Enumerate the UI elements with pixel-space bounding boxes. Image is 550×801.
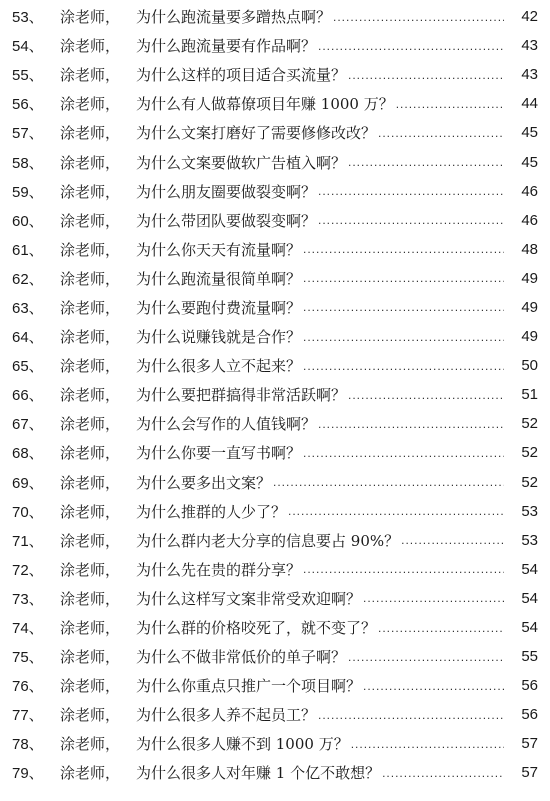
entry-page-number: 54 — [521, 560, 538, 578]
entry-title: 为什么带团队要做裂变啊？ — [136, 211, 317, 230]
entry-number: 64、 — [12, 329, 44, 347]
entry-number: 78、 — [12, 736, 44, 754]
entry-page-number: 53 — [521, 531, 538, 549]
entry-number: 76、 — [12, 678, 44, 696]
table-of-contents — [0, 2, 550, 788]
toc-entry[interactable] — [0, 700, 550, 729]
entry-author: 涂老师， — [60, 531, 121, 550]
entry-author: 涂老师， — [60, 328, 121, 347]
entry-page-number: 51 — [521, 386, 538, 404]
entry-page-number: 43 — [521, 37, 538, 55]
entry-author: 涂老师， — [60, 124, 121, 143]
toc-entry[interactable] — [0, 729, 550, 758]
toc-entry[interactable] — [0, 671, 550, 700]
dot-leader — [331, 10, 504, 24]
entry-title: 为什么会写作的人值钱啊？ — [136, 415, 317, 434]
entry-author: 涂老师， — [60, 298, 121, 317]
toc-entry[interactable] — [0, 264, 550, 293]
toc-entry[interactable] — [0, 2, 550, 31]
toc-entry[interactable] — [0, 177, 550, 206]
entry-number: 65、 — [12, 358, 44, 376]
entry-page-number: 50 — [521, 357, 538, 375]
entry-page-number: 42 — [521, 8, 538, 26]
entry-page-number: 52 — [521, 444, 538, 462]
dot-leader — [346, 155, 504, 169]
dot-leader — [346, 650, 504, 664]
entry-title: 为什么很多人对年赚 1 个亿不敢想？ — [136, 764, 381, 783]
dot-leader — [380, 766, 504, 780]
dot-leader — [316, 39, 504, 53]
entry-title: 为什么说赚钱就是合作？ — [136, 328, 302, 347]
entry-author: 涂老师， — [60, 619, 121, 638]
entry-number: 66、 — [12, 387, 44, 405]
dot-leader — [399, 533, 504, 547]
entry-page-number: 45 — [521, 124, 538, 142]
dot-leader — [316, 213, 504, 227]
toc-entry[interactable] — [0, 555, 550, 584]
entry-number: 73、 — [12, 590, 44, 608]
entry-author: 涂老师， — [60, 8, 121, 27]
entry-author: 涂老师， — [60, 415, 121, 434]
entry-author: 涂老师， — [60, 648, 121, 667]
entry-title: 为什么跑流量要有作品啊？ — [136, 37, 317, 56]
dot-leader — [301, 271, 504, 285]
entry-author: 涂老师， — [60, 706, 121, 725]
entry-author: 涂老师， — [60, 473, 121, 492]
entry-number: 68、 — [12, 445, 44, 463]
dot-leader — [301, 330, 504, 344]
toc-entry[interactable] — [0, 526, 550, 555]
entry-title: 为什么跑流量要多蹭热点啊？ — [136, 8, 332, 27]
dot-leader — [376, 621, 504, 635]
entry-author: 涂老师， — [60, 357, 121, 376]
entry-page-number: 56 — [521, 677, 538, 695]
toc-entry[interactable] — [0, 758, 550, 787]
entry-author: 涂老师， — [60, 37, 121, 56]
entry-page-number: 52 — [521, 473, 538, 491]
dot-leader — [301, 446, 504, 460]
toc-entry[interactable] — [0, 613, 550, 642]
entry-title: 为什么群内老大分享的信息要占 90%？ — [136, 531, 400, 550]
entry-author: 涂老师， — [60, 211, 121, 230]
entry-number: 60、 — [12, 212, 44, 230]
entry-page-number: 55 — [521, 648, 538, 666]
entry-author: 涂老师， — [60, 182, 121, 201]
entry-author: 涂老师， — [60, 95, 121, 114]
entry-number: 69、 — [12, 474, 44, 492]
toc-entry[interactable] — [0, 31, 550, 60]
entry-page-number: 57 — [521, 764, 538, 782]
entry-author: 涂老师， — [60, 764, 121, 783]
entry-author: 涂老师， — [60, 386, 121, 405]
entry-title: 为什么很多人立不起来？ — [136, 357, 302, 376]
entry-page-number: 52 — [521, 415, 538, 433]
entry-title: 为什么先在贵的群分享？ — [136, 560, 302, 579]
entry-author: 涂老师， — [60, 502, 121, 521]
toc-entry[interactable] — [0, 60, 550, 89]
entry-title: 为什么有人做幕僚项目年赚 1000 万？ — [136, 95, 394, 114]
entry-title: 为什么朋友圈要做裂变啊？ — [136, 182, 317, 201]
entry-page-number: 45 — [521, 153, 538, 171]
dot-leader — [301, 359, 504, 373]
dot-leader — [286, 504, 504, 518]
entry-page-number: 54 — [521, 589, 538, 607]
dot-leader — [394, 97, 504, 111]
entry-page-number: 49 — [521, 269, 538, 287]
toc-entry[interactable] — [0, 380, 550, 409]
dot-leader — [346, 388, 504, 402]
entry-page-number: 54 — [521, 619, 538, 637]
entry-author: 涂老师， — [60, 444, 121, 463]
entry-number: 63、 — [12, 299, 44, 317]
entry-title: 为什么推群的人少了？ — [136, 502, 287, 521]
entry-title: 为什么要把群搞得非常活跃啊？ — [136, 386, 347, 405]
toc-entry[interactable] — [0, 584, 550, 613]
entry-number: 55、 — [12, 67, 44, 85]
entry-title: 为什么你要一直写书啊？ — [136, 444, 302, 463]
entry-number: 75、 — [12, 649, 44, 667]
toc-entry[interactable] — [0, 497, 550, 526]
entry-author: 涂老师， — [60, 66, 121, 85]
entry-title: 为什么不做非常低价的单子啊？ — [136, 648, 347, 667]
dot-leader — [346, 68, 504, 82]
entry-page-number: 57 — [521, 735, 538, 753]
entry-number: 58、 — [12, 154, 44, 172]
entry-page-number: 46 — [521, 211, 538, 229]
entry-author: 涂老师， — [60, 240, 121, 259]
entry-number: 71、 — [12, 532, 44, 550]
toc-entry[interactable] — [0, 468, 550, 497]
toc-entry[interactable] — [0, 438, 550, 467]
entry-page-number: 49 — [521, 298, 538, 316]
entry-page-number: 49 — [521, 328, 538, 346]
entry-author: 涂老师， — [60, 153, 121, 172]
entry-title: 为什么你天天有流量啊？ — [136, 240, 302, 259]
entry-number: 79、 — [12, 765, 44, 783]
dot-leader — [361, 679, 504, 693]
dot-leader — [376, 126, 504, 140]
entry-title: 为什么要多出文案？ — [136, 473, 272, 492]
entry-number: 59、 — [12, 183, 44, 201]
entry-author: 涂老师， — [60, 589, 121, 608]
entry-title: 为什么你重点只推广一个项目啊？ — [136, 677, 362, 696]
toc-entry[interactable] — [0, 322, 550, 351]
entry-number: 53、 — [12, 9, 44, 27]
entry-title: 为什么跑流量很简单啊？ — [136, 269, 302, 288]
entry-title: 为什么文案打磨好了需要修修改改？ — [136, 124, 377, 143]
dot-leader — [301, 562, 504, 576]
entry-page-number: 48 — [521, 240, 538, 258]
entry-number: 57、 — [12, 125, 44, 143]
entry-number: 67、 — [12, 416, 44, 434]
toc-entry[interactable] — [0, 147, 550, 176]
entry-author: 涂老师， — [60, 735, 121, 754]
entry-number: 56、 — [12, 96, 44, 114]
entry-page-number: 44 — [521, 95, 538, 113]
entry-number: 72、 — [12, 561, 44, 579]
toc-entry[interactable] — [0, 642, 550, 671]
entry-number: 54、 — [12, 38, 44, 56]
dot-leader — [271, 475, 504, 489]
entry-title: 为什么很多人养不起员工？ — [136, 706, 317, 725]
dot-leader — [316, 417, 504, 431]
entry-title: 为什么这样写文案非常受欢迎啊？ — [136, 589, 362, 608]
toc-entry[interactable] — [0, 293, 550, 322]
entry-number: 61、 — [12, 241, 44, 259]
entry-title: 为什么文案要做软广告植入啊？ — [136, 153, 347, 172]
entry-author: 涂老师， — [60, 560, 121, 579]
toc-entry[interactable] — [0, 89, 550, 118]
dot-leader — [316, 708, 504, 722]
toc-entry[interactable] — [0, 118, 550, 147]
dot-leader — [301, 242, 504, 256]
dot-leader — [349, 737, 504, 751]
entry-author: 涂老师， — [60, 269, 121, 288]
entry-number: 77、 — [12, 707, 44, 725]
entry-title: 为什么要跑付费流量啊？ — [136, 298, 302, 317]
dot-leader — [301, 300, 504, 314]
entry-page-number: 56 — [521, 706, 538, 724]
entry-title: 为什么这样的项目适合买流量？ — [136, 66, 347, 85]
entry-page-number: 46 — [521, 182, 538, 200]
toc-entry[interactable] — [0, 351, 550, 380]
entry-title: 为什么群的价格咬死了，就不变了？ — [136, 619, 377, 638]
entry-number: 74、 — [12, 620, 44, 638]
dot-leader — [316, 184, 504, 198]
entry-number: 62、 — [12, 270, 44, 288]
entry-title: 为什么很多人赚不到 1000 万？ — [136, 735, 349, 754]
entry-number: 70、 — [12, 503, 44, 521]
toc-entry[interactable] — [0, 235, 550, 264]
toc-entry[interactable] — [0, 206, 550, 235]
dot-leader — [361, 591, 504, 605]
toc-entry[interactable] — [0, 409, 550, 438]
entry-page-number: 53 — [521, 502, 538, 520]
entry-page-number: 43 — [521, 66, 538, 84]
entry-author: 涂老师， — [60, 677, 121, 696]
